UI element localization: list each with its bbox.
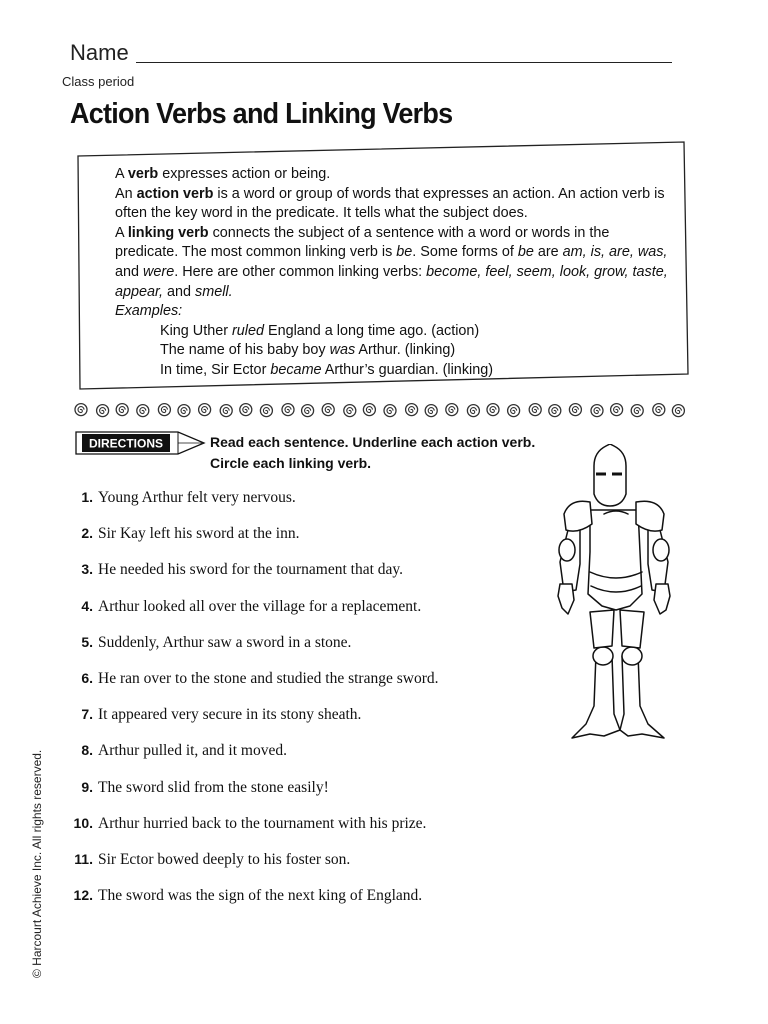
question-sentence[interactable]: He needed his sword for the tournament that day.	[98, 561, 404, 579]
swirl-ornament	[467, 405, 479, 417]
example-line: King Uther ruled England a long time ago. (action)	[160, 322, 480, 339]
question-item	[66, 489, 438, 525]
question-number: 5.	[81, 633, 93, 650]
question-number: 4.	[81, 597, 93, 614]
left-gauntlet	[558, 584, 574, 614]
question-item	[66, 779, 438, 815]
swirl-ornament	[631, 405, 643, 417]
question-item	[66, 887, 438, 923]
linking-verb-term: linking verb	[127, 224, 209, 241]
swirl-ornament	[384, 405, 396, 417]
question-number: 12.	[73, 887, 93, 904]
swirl-ornament	[549, 405, 561, 417]
question-number: 6.	[81, 669, 93, 686]
directions-tag	[74, 430, 208, 456]
right-knee	[622, 647, 642, 665]
question-number: 2.	[81, 525, 93, 542]
swirl-ornament	[158, 404, 170, 416]
name-row	[70, 40, 672, 68]
question-number: 8.	[81, 742, 93, 759]
question-sentence[interactable]: It appeared very secure in its stony sheath.	[98, 706, 362, 724]
class-period-label: Class period	[62, 74, 135, 89]
knight-armor-illustration	[550, 444, 678, 750]
swirl-ornament	[363, 404, 375, 416]
question-number: 1.	[81, 489, 93, 505]
question-number: 9.	[81, 778, 93, 795]
swirl-ornament	[137, 405, 149, 417]
question-sentence[interactable]: Young Arthur felt very nervous.	[98, 489, 296, 506]
question-number: 7.	[81, 706, 93, 723]
examples-label: Examples:	[115, 303, 183, 320]
swirl-ornament	[569, 404, 581, 416]
directions-line-1: Read each sentence. Underline each action verb.	[210, 434, 536, 450]
question-number: 10.	[73, 814, 93, 831]
right-elbow	[653, 539, 669, 561]
right-tasset	[620, 610, 644, 648]
swirl-ornament	[322, 404, 334, 416]
right-gauntlet	[654, 584, 670, 614]
directions-line-2: Circle each linking verb.	[210, 455, 372, 471]
directions-tag-label: DIRECTIONS	[88, 436, 164, 451]
question-item	[66, 742, 438, 778]
question-sentence[interactable]: Sir Ector bowed deeply to his foster son.	[98, 850, 351, 868]
name-label: Name	[70, 40, 129, 65]
swirl-ornament	[178, 405, 190, 417]
right-leg	[620, 654, 664, 738]
swirl-ornament	[529, 404, 541, 416]
swirl-ornament	[653, 404, 665, 416]
question-sentence[interactable]: He ran over to the stone and studied the strange sword.	[98, 669, 439, 687]
definition-box	[76, 140, 690, 392]
swirl-ornament	[97, 405, 109, 417]
question-sentence[interactable]: Arthur pulled it, and it moved.	[98, 742, 287, 760]
right-pauldron	[636, 501, 664, 531]
question-sentence[interactable]: Suddenly, Arthur saw a sword in a stone.	[98, 633, 352, 651]
swirl-ornament	[260, 405, 272, 417]
question-item	[66, 634, 438, 670]
question-sentence[interactable]: The sword slid from the stone easily!	[98, 778, 329, 796]
question-sentence[interactable]: Sir Kay left his sword at the inn.	[98, 525, 300, 543]
action-verb-term: action verb	[136, 185, 214, 202]
verb-term: verb	[127, 166, 159, 182]
swirl-ornament	[591, 405, 603, 417]
swirl-ornament	[240, 404, 252, 416]
action-verb-definition: An action verb is a word or group of words that expresses an action. An action verb is often the key word in the predicate. It tells what the subject does.	[115, 185, 665, 222]
swirl-ornament	[116, 404, 128, 416]
question-sentence[interactable]: Arthur hurried back to the tournament with his prize.	[98, 814, 427, 832]
question-number: 3.	[81, 561, 93, 578]
example-line: The name of his baby boy was Arthur. (linking)	[160, 342, 456, 359]
linking-verb-definition: A linking verb connects the subject of a sentence with a word or words in the predicate. The most common linking verb is be. Some forms of be are am, is, are, was, and were. Here are other common linking verbs: become, feel, seem, look, grow, taste, appear, and smell.	[115, 224, 668, 300]
swirl-ornament	[302, 405, 314, 417]
swirl-ornament	[425, 405, 437, 417]
left-knee	[593, 647, 613, 665]
question-item	[66, 815, 438, 851]
left-pauldron	[564, 501, 592, 531]
verb-definition: A verb expresses action or being.	[115, 166, 331, 182]
swirl-ornament	[282, 404, 294, 416]
question-item	[66, 561, 438, 597]
swirl-ornament	[672, 405, 684, 417]
question-list	[66, 489, 438, 923]
question-sentence[interactable]: The sword was the sign of the next king of England.	[98, 887, 423, 905]
directions-text	[210, 432, 535, 474]
swirl-ornament	[611, 404, 623, 416]
swirl-ornament	[344, 405, 356, 417]
example-line: In time, Sir Ector became Arthur’s guardian. (linking)	[160, 361, 494, 378]
question-item	[66, 598, 438, 634]
swirl-divider	[74, 400, 696, 420]
question-sentence[interactable]: Arthur looked all over the village for a replacement.	[98, 597, 422, 615]
page-title: Action Verbs and Linking Verbs	[70, 98, 453, 130]
copyright-notice: © Harcourt Achieve Inc. All rights reserved.	[30, 749, 44, 978]
swirl-ornament	[75, 404, 87, 416]
swirl-ornament	[406, 404, 418, 416]
question-number: 11.	[74, 850, 93, 867]
swirl-ornament	[220, 405, 232, 417]
left-tasset	[590, 610, 614, 648]
definition-text	[115, 165, 675, 381]
name-line[interactable]	[136, 62, 672, 63]
breastplate	[588, 510, 642, 610]
question-item	[66, 525, 438, 561]
left-elbow	[559, 539, 575, 561]
swirl-ornament	[487, 404, 499, 416]
left-leg	[572, 654, 620, 738]
question-item	[66, 670, 438, 706]
swirl-ornament	[508, 405, 520, 417]
question-item	[66, 851, 438, 887]
swirl-ornament	[199, 404, 211, 416]
swirl-ornament	[446, 404, 458, 416]
question-item	[66, 706, 438, 742]
